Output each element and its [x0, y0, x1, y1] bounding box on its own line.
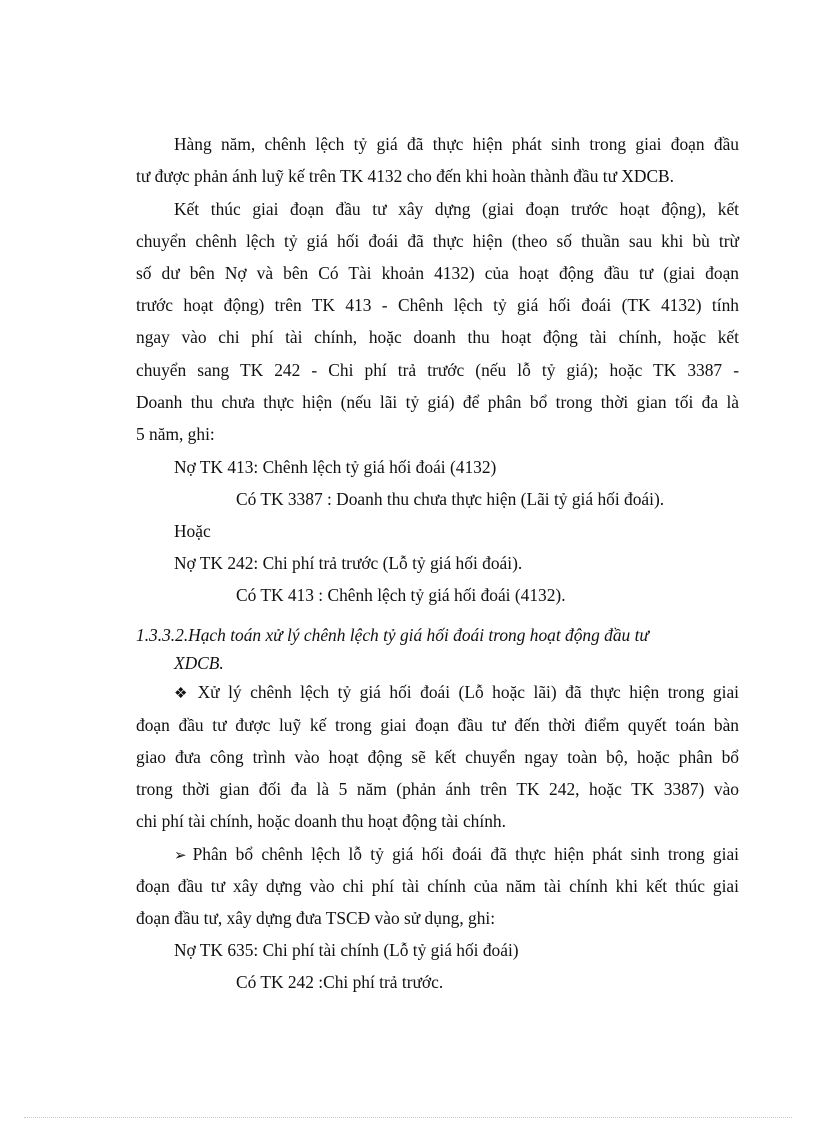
- bullet-text: Phân bổ chênh lệch lỗ tỷ giá hối đoái đã thực hiện phát sinh trong giai: [192, 844, 739, 864]
- bullet-line: [174, 838, 739, 872]
- page-footer-divider: [24, 1117, 792, 1118]
- journal-credit-line: Có TK 242 :Chi phí trả trước.: [236, 972, 444, 992]
- bullet-line: [174, 676, 739, 710]
- paragraph-line: chuyển chênh lệch tỷ giá hối đoái đã thực hiện (theo số thuần sau khi bù trừ: [136, 231, 739, 251]
- paragraph-line: trước hoạt động) trên TK 413 - Chênh lệch tỷ giá hối đoái (TK 4132) tính: [136, 295, 739, 315]
- paragraph-line: giao đưa công trình vào hoạt động sẽ kết chuyển ngay toàn bộ, hoặc phân bổ: [136, 747, 739, 767]
- section-heading-cont: XDCB.: [174, 653, 224, 673]
- journal-credit-line: Có TK 3387 : Doanh thu chưa thực hiện (Lãi tỷ giá hối đoái).: [236, 489, 665, 509]
- paragraph-line: tư được phản ánh luỹ kế trên TK 4132 cho đến khi hoàn thành đầu tư XDCB.: [136, 166, 675, 186]
- paragraph-line: Hàng năm, chênh lệch tỷ giá đã thực hiện phát sinh trong giai đoạn đầu: [174, 134, 739, 154]
- arrowhead-bullet-icon: ➢: [174, 848, 187, 864]
- section-heading: 1.3.3.2.Hạch toán xử lý chênh lệch tỷ giá hối đoái trong hoạt động đầu tư: [136, 625, 649, 645]
- paragraph-line: đoạn đầu tư, xây dựng đưa TSCĐ vào sử dụng, ghi:: [136, 908, 496, 928]
- paragraph-line: số dư bên Nợ và bên Có Tài khoản 4132) của hoạt động đầu tư (giai đoạn: [136, 263, 739, 283]
- paragraph-line: trong thời gian đối đa là 5 năm (phản ánh trên TK 242, hoặc TK 3387) vào: [136, 779, 739, 799]
- journal-debit-line: Nợ TK 635: Chi phí tài chính (Lỗ tỷ giá hối đoái): [174, 940, 519, 960]
- journal-debit-line: Nợ TK 242: Chi phí trả trước (Lỗ tỷ giá hối đoái).: [174, 553, 523, 573]
- diamond-bullet-icon: ❖: [174, 686, 192, 702]
- journal-credit-line: Có TK 413 : Chênh lệch tỷ giá hối đoái (4132).: [236, 585, 566, 605]
- journal-debit-line: Nợ TK 413: Chênh lệch tỷ giá hối đoái (4132): [174, 457, 497, 477]
- paragraph-line: đoạn đầu tư xây dựng vào chi phí tài chính của năm tài chính khi kết thúc giai: [136, 876, 739, 896]
- paragraph-line: đoạn đầu tư được luỹ kế trong giai đoạn đầu tư đến thời điểm quyết toán bàn: [136, 715, 739, 735]
- paragraph-line: chi phí tài chính, hoặc doanh thu hoạt động tài chính.: [136, 811, 506, 831]
- bullet-text: Xử lý chênh lệch tỷ giá hối đoái (Lỗ hoặc lãi) đã thực hiện trong giai: [197, 682, 739, 702]
- or-label: Hoặc: [174, 521, 211, 541]
- paragraph-line: Doanh thu chưa thực hiện (nếu lãi tỷ giá) để phân bổ trong thời gian tối đa là: [136, 392, 739, 412]
- paragraph-line: 5 năm, ghi:: [136, 424, 215, 444]
- paragraph-line: ngay vào chi phí tài chính, hoặc doanh thu hoạt động tài chính, hoặc kết: [136, 327, 739, 347]
- paragraph-line: Kết thúc giai đoạn đầu tư xây dựng (giai đoạn trước hoạt động), kết: [174, 199, 739, 219]
- paragraph-line: chuyển sang TK 242 - Chi phí trả trước (nếu lỗ tỷ giá); hoặc TK 3387 -: [136, 360, 739, 380]
